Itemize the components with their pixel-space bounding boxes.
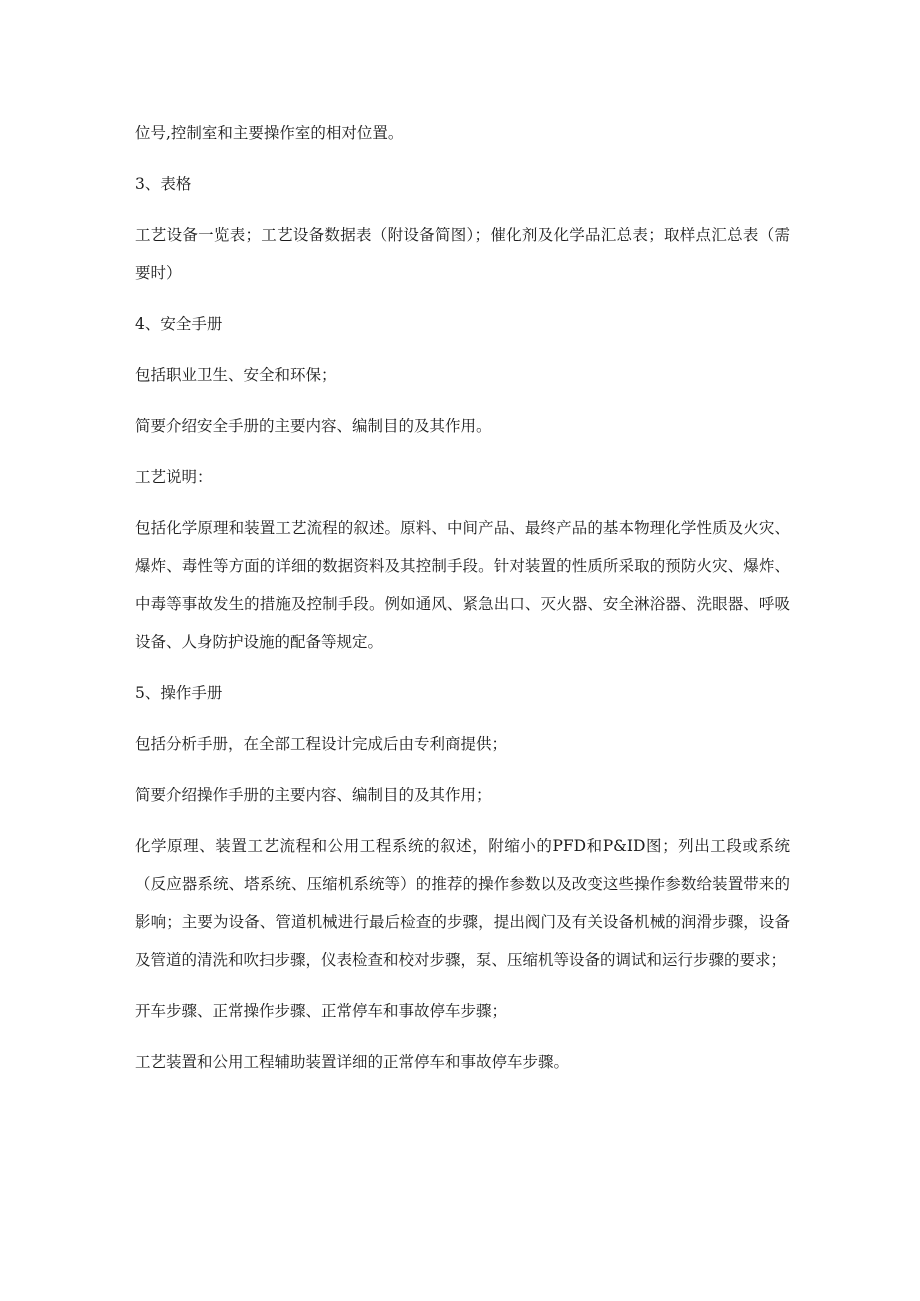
paragraph-startup-steps: 开车步骤、正常操作步骤、正常停车和事故停车步骤；	[135, 1002, 508, 1020]
paragraph-safety-scope: 包括职业卫生、安全和环保；	[135, 366, 337, 384]
paragraph-safety-intro: 简要介绍安全手册的主要内容、编制目的及其作用。	[135, 417, 492, 435]
paragraph-operation-intro: 简要介绍操作手册的主要内容、编制目的及其作用；	[135, 786, 492, 804]
paragraph-process-description-label: 工艺说明：	[135, 468, 213, 486]
paragraph-analysis-manual: 包括分析手册，在全部工程设计完成后由专利商提供；	[135, 735, 508, 753]
heading-tables: 3、表格	[135, 175, 192, 193]
paragraph-shutdown-steps: 工艺装置和公用工程辅助装置详细的正常停车和事故停车步骤。	[135, 1053, 570, 1071]
document-body	[135, 114, 790, 1094]
paragraph-tables-list: 工艺设备一览表；工艺设备数据表（附设备简图）；催化剂及化学品汇总表；取样点汇总表（需要时）	[135, 226, 790, 282]
heading-operation-manual: 5、操作手册	[135, 684, 223, 702]
paragraph-operation-details: 化学原理、装置工艺流程和公用工程系统的叙述，附缩小的PFD和P&ID图；列出工段或系统（反应器系统、塔系统、压缩机系统等）的推荐的操作参数以及改变这些操作参数给装置带来的影响；主要为设备、管道机械进行最后检查的步骤，提出阀门及有关设备机械的润滑步骤，设备及管道的清洗和吹扫步骤，仪表检查和校对步骤，泵、压缩机等设备的调试和运行步骤的要求；	[135, 837, 790, 969]
paragraph-process-description: 包括化学原理和装置工艺流程的叙述。原料、中间产品、最终产品的基本物理化学性质及火灾、爆炸、毒性等方面的详细的数据资料及其控制手段。针对装置的性质所采取的预防火灾、爆炸、中毒等事故发生的措施及控制手段。例如通风、紧急出口、灭火器、安全淋浴器、洗眼器、呼吸设备、人身防护设施的配备等规定。	[135, 519, 790, 651]
paragraph-position-text: 位号,控制室和主要操作室的相对位置。	[135, 124, 404, 142]
heading-safety-manual: 4、安全手册	[135, 315, 223, 333]
